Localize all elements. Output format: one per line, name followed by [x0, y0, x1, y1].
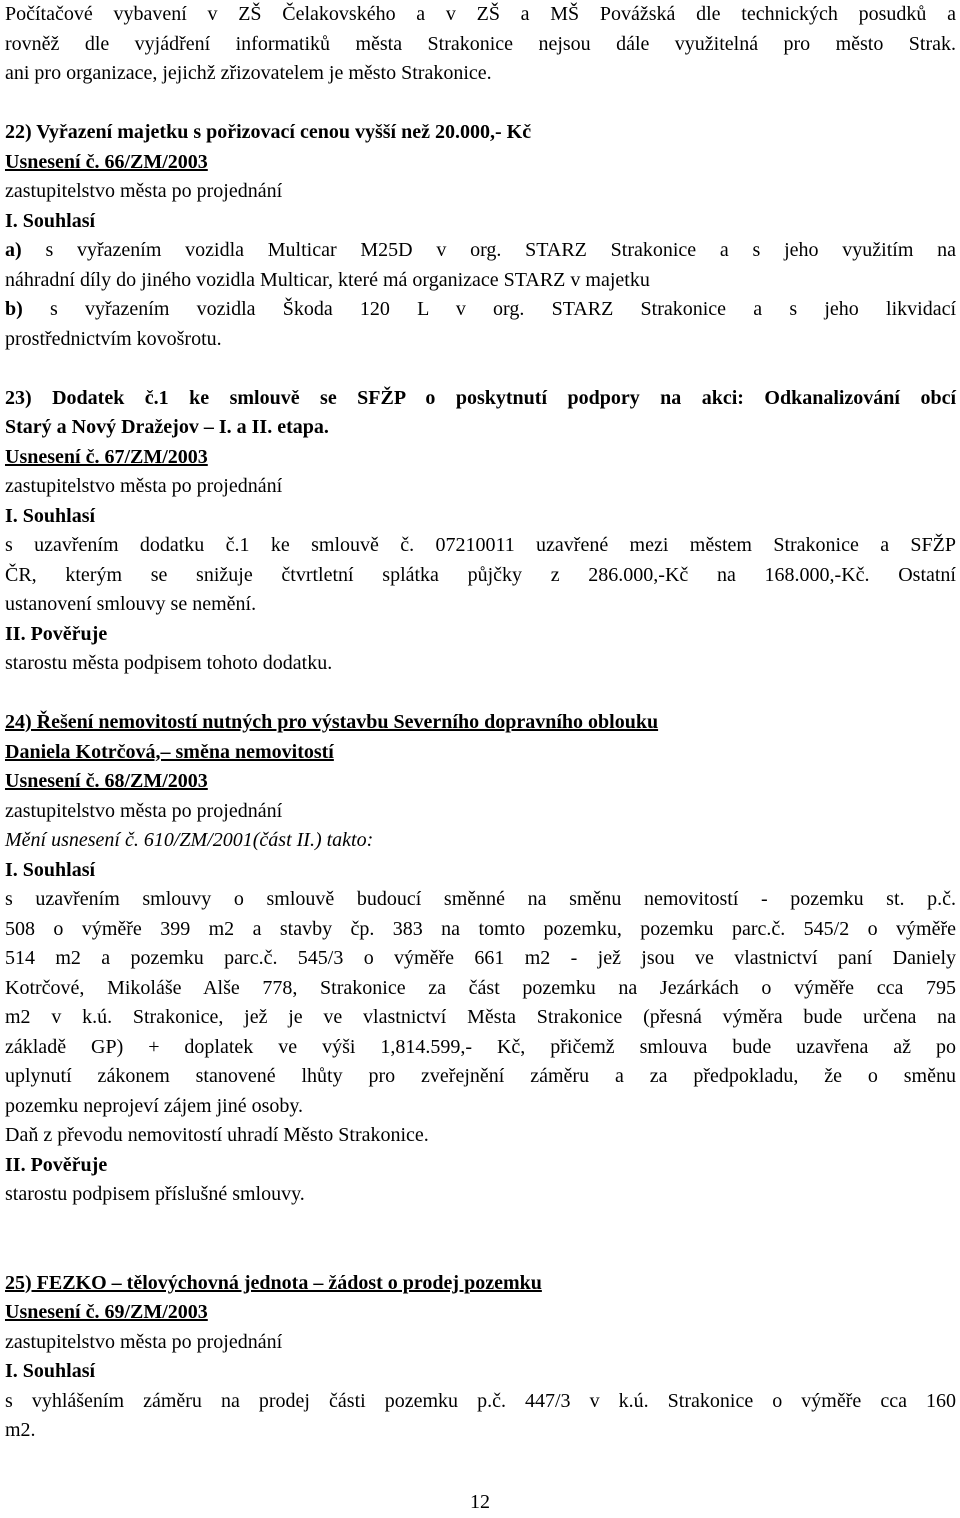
council-line: zastupitelstvo města po projednání — [5, 799, 283, 822]
document-page — [5, 0, 956, 1446]
body-line-3: ustanovení smlouvy se nemění. — [5, 593, 257, 615]
body-line-5: m2 v k.ú. Strakonice, jež je ve vlastnictví Města Strakonice (přesná výměra bude určena na — [5, 1006, 956, 1028]
resolution-number: Usnesení č. 68/ZM/2003 — [5, 770, 208, 792]
section-25 — [5, 1269, 956, 1446]
body-line-2: 508 o výměře 399 m2 a stavby čp. 383 na tomto pozemku, pozemku parc.č. 545/2 o výměře — [5, 917, 956, 940]
intro-line-3: ani pro organizace, jejichž zřizovatelem je město Strakonice. — [5, 62, 492, 84]
section-heading-line-2: Daniela Kotrčová,– směna nemovitostí — [5, 740, 334, 763]
body-line-2: ČR, kterým se snižuje čtvrtletní splátka půjčky z 286.000,-Kč na 168.000,-Kč. Ostatní — [5, 563, 956, 586]
body-line-2: m2. — [5, 1419, 36, 1441]
section-24 — [5, 708, 956, 1210]
body-line-3: 514 m2 a pozemku parc.č. 545/3 o výměře 661 m2 - jež jsou ve vlastnictví paní Daniely — [5, 947, 956, 969]
item-b-line-2: prostřednictvím kovošrotu. — [5, 327, 222, 350]
section-heading-line-1: 23) Dodatek č.1 ke smlouvě se SFŽP o poskytnutí podpory na akci: Odkanalizování obcí — [5, 386, 956, 409]
intro-line-2: rovněž dle vyjádření informatiků města Strakonice nejsou dále využitelná pro město Strak. — [5, 32, 956, 55]
item-a-label: a) — [5, 239, 22, 261]
agree-heading: I. Souhlasí — [5, 209, 96, 232]
section-23 — [5, 384, 956, 679]
agree-heading: I. Souhlasí — [5, 1360, 96, 1382]
intro-paragraph — [5, 0, 956, 89]
body-line-1: s uzavřením dodatku č.1 ke smlouvě č. 07210011 uzavřené mezi městem Strakonice a SFŽP — [5, 534, 956, 556]
agree-heading: I. Souhlasí — [5, 504, 96, 527]
tax-line: Daň z převodu nemovitostí uhradí Město Strakonice. — [5, 1124, 429, 1146]
council-line: zastupitelstvo města po projednání — [5, 180, 283, 202]
authorize-text: starostu podpisem příslušné smlouvy. — [5, 1183, 305, 1205]
body-line-8: pozemku neprojeví zájem jiné osoby. — [5, 1094, 304, 1117]
page-number: 12 — [470, 1491, 490, 1513]
council-line: zastupitelstvo města po projednání — [5, 475, 283, 497]
section-heading-line-1: 24) Řešení nemovitostí nutných pro výstavbu Severního dopravního oblouku — [5, 711, 659, 733]
section-heading: 22) Vyřazení majetku s pořizovací cenou vyšší než 20.000,- Kč — [5, 121, 532, 143]
section-heading-line-2: Starý a Nový Dražejov – I. a II. etapa. — [5, 416, 329, 438]
council-line: zastupitelstvo města po projednání — [5, 1330, 283, 1353]
item-b-line-1 — [5, 295, 956, 325]
body-line-4: Kotrčové, Mikoláše Alše 778, Strakonice za část pozemku na Jezárkách o výměře cca 795 — [5, 976, 956, 999]
resolution-number: Usnesení č. 67/ZM/2003 — [5, 445, 208, 468]
body-line-1: s uzavřením smlouvy o smlouvě budoucí směnné na směnu nemovitostí - pozemku st. p.č. — [5, 888, 956, 910]
amendment-line: Mění usnesení č. 610/ZM/2001(část II.) takto: — [5, 829, 374, 851]
section-22 — [5, 118, 956, 354]
item-a-text: s vyřazením vozidla Multicar M25D v org. STARZ Strakonice a s jeho využitím na — [45, 239, 957, 261]
body-line-1: s vyhlášením záměru na prodej části pozemku p.č. 447/3 v k.ú. Strakonice o výměře cca 160 — [5, 1389, 956, 1412]
body-line-7: uplynutí zákonem stanovené lhůty pro zveřejnění záměru a za předpokladu, že o směnu — [5, 1065, 956, 1087]
resolution-number: Usnesení č. 69/ZM/2003 — [5, 1301, 208, 1323]
intro-line-1: Počítačové vybavení v ZŠ Čelakovského a v ZŠ a MŠ Povážská dle technických posudků a — [5, 3, 956, 25]
item-b-text: s vyřazením vozidla Škoda 120 L v org. STARZ Strakonice a s jeho likvidací — [50, 298, 956, 320]
authorize-heading: II. Pověřuje — [5, 622, 108, 645]
item-a-line-2: náhradní díly do jiného vozidla Multicar, které má organizace STARZ v majetku — [5, 268, 650, 291]
authorize-text: starostu města podpisem tohoto dodatku. — [5, 652, 333, 674]
resolution-number: Usnesení č. 66/ZM/2003 — [5, 150, 208, 173]
agree-heading: I. Souhlasí — [5, 858, 96, 881]
item-a-line-1 — [5, 236, 956, 266]
body-line-6: základě GP) + doplatek ve výši 1,814.599,- Kč, přičemž smlouva bude uzavřena až po — [5, 1035, 956, 1058]
authorize-heading: II. Pověřuje — [5, 1153, 108, 1176]
section-heading: 25) FEZKO – tělovýchovná jednota – žádost o prodej pozemku — [5, 1271, 542, 1294]
item-b-label: b) — [5, 298, 23, 320]
